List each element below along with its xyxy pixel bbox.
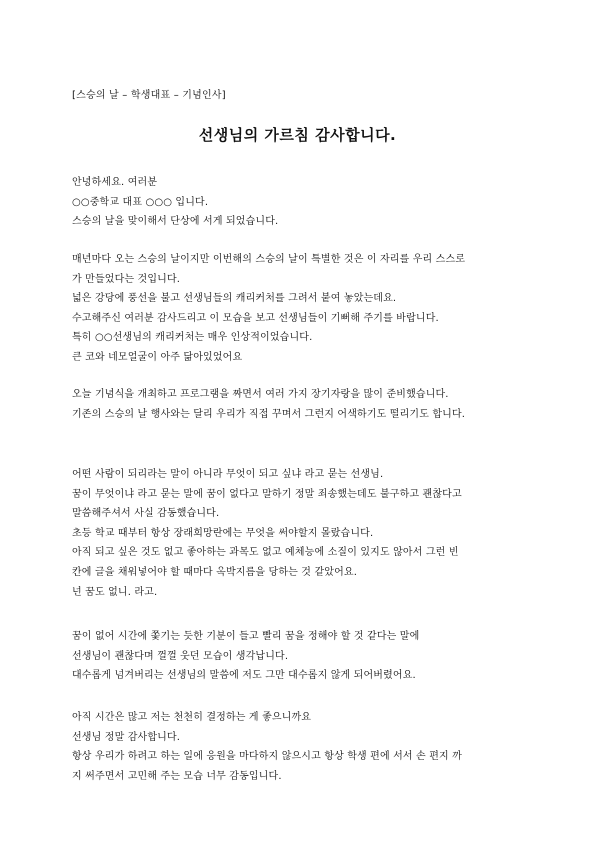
text-line: 넌 꿈도 없니. 라고. [72,586,158,598]
text-line: 꿈이 없어 시간에 쫓기는 듯한 기분이 들고 빨리 꿈을 정해야 할 것 같다는 말에 [72,631,420,642]
text-line: 말씀해주셔서 사실 감동했습니다. [72,508,220,520]
paragraph-time [72,627,528,686]
paragraph-thanks [72,708,528,786]
text-line: 선생님 정말 감사합니다. [72,731,181,743]
text-line: 오늘 기념식을 개최하고 프로그램을 짜면서 여러 가지 장기자랑을 많이 준비했습니다. [72,389,449,400]
text-line: 대수롭게 넘겨버리는 선생님의 말씀에 저도 그만 대수롭지 않게 되어버렸어요. [72,670,416,682]
text-line: 스승의 날을 맞이해서 단상에 서게 되었습니다. [72,216,279,228]
text-line: 가 만들었다는 것입니다. [72,273,181,285]
text-line: 항상 우리가 하려고 하는 일에 응원을 마다하지 않으시고 항상 학생 편에 서서 손 편지 까 [72,751,462,763]
text-line: 큰 코와 네모얼굴이 아주 닮아있었어요 [72,351,243,363]
paragraph-ceremony [72,385,528,424]
text-line: 수고해주신 여러분 감사드리고 이 모습을 보고 선생님들이 기뻐해 주기를 바랍니다. [72,312,439,324]
text-line: 기존의 스승의 날 행사와는 달리 우리가 직접 꾸며서 그런지 어색하기도 떨리기도 합니다. [72,408,466,420]
text-line: 꿈이 무엇이냐 라고 묻는 말에 꿈이 없다고 말하기 정말 죄송했는데도 불구하고 괜찮다고 [72,488,462,500]
text-line: 칸에 글을 채워넣어야 할 때마다 옥박지름을 당하는 것 같았어요. [72,566,358,578]
text-line: 선생님이 괜찮다며 껄껄 웃던 모습이 생각납니다. [72,650,289,662]
text-line: 넓은 강당에 풍선을 불고 선생님들의 캐리커처를 그려서 붙여 놓았는데요. [72,293,397,305]
text-line: ○○중학교 대표 ○○○ 입니다. [72,196,209,208]
text-line: 특히 ○○선생님의 캐리커처는 매우 인상적이었습니다. [72,332,313,344]
paragraph-dream [72,465,528,602]
text-line: 매년마다 오는 스승의 날이지만 이번해의 스승의 날이 특별한 것은 이 자리를 우리 스스로 [72,254,466,265]
text-line: 아직 되고 싶은 것도 없고 좋아하는 과목도 없고 예체능에 소질이 있지도 않아서 그런 빈 [72,547,459,559]
paragraph-special-day [72,250,528,368]
text-line: 안녕하세요. 여러분 [72,177,158,188]
text-line: 지 써주면서 고민해 주는 모습 너무 감동입니다. [72,770,282,782]
document-title: 선생님의 가르침 감사합니다. [198,126,397,144]
text-line: 초등 학교 때부터 항상 장래희망란에는 무엇을 써야할지 몰랐습니다. [72,527,374,539]
document-header: [스승의 날 – 학생대표 – 기념인사] [72,90,226,101]
text-line: 아직 시간은 많고 저는 천천히 결정하는 게 좋으니까요 [72,712,312,723]
paragraph-greeting [72,173,528,232]
text-line: 어떤 사람이 되리라는 말이 아니라 무엇이 되고 싶냐 라고 묻는 선생님. [72,469,384,480]
